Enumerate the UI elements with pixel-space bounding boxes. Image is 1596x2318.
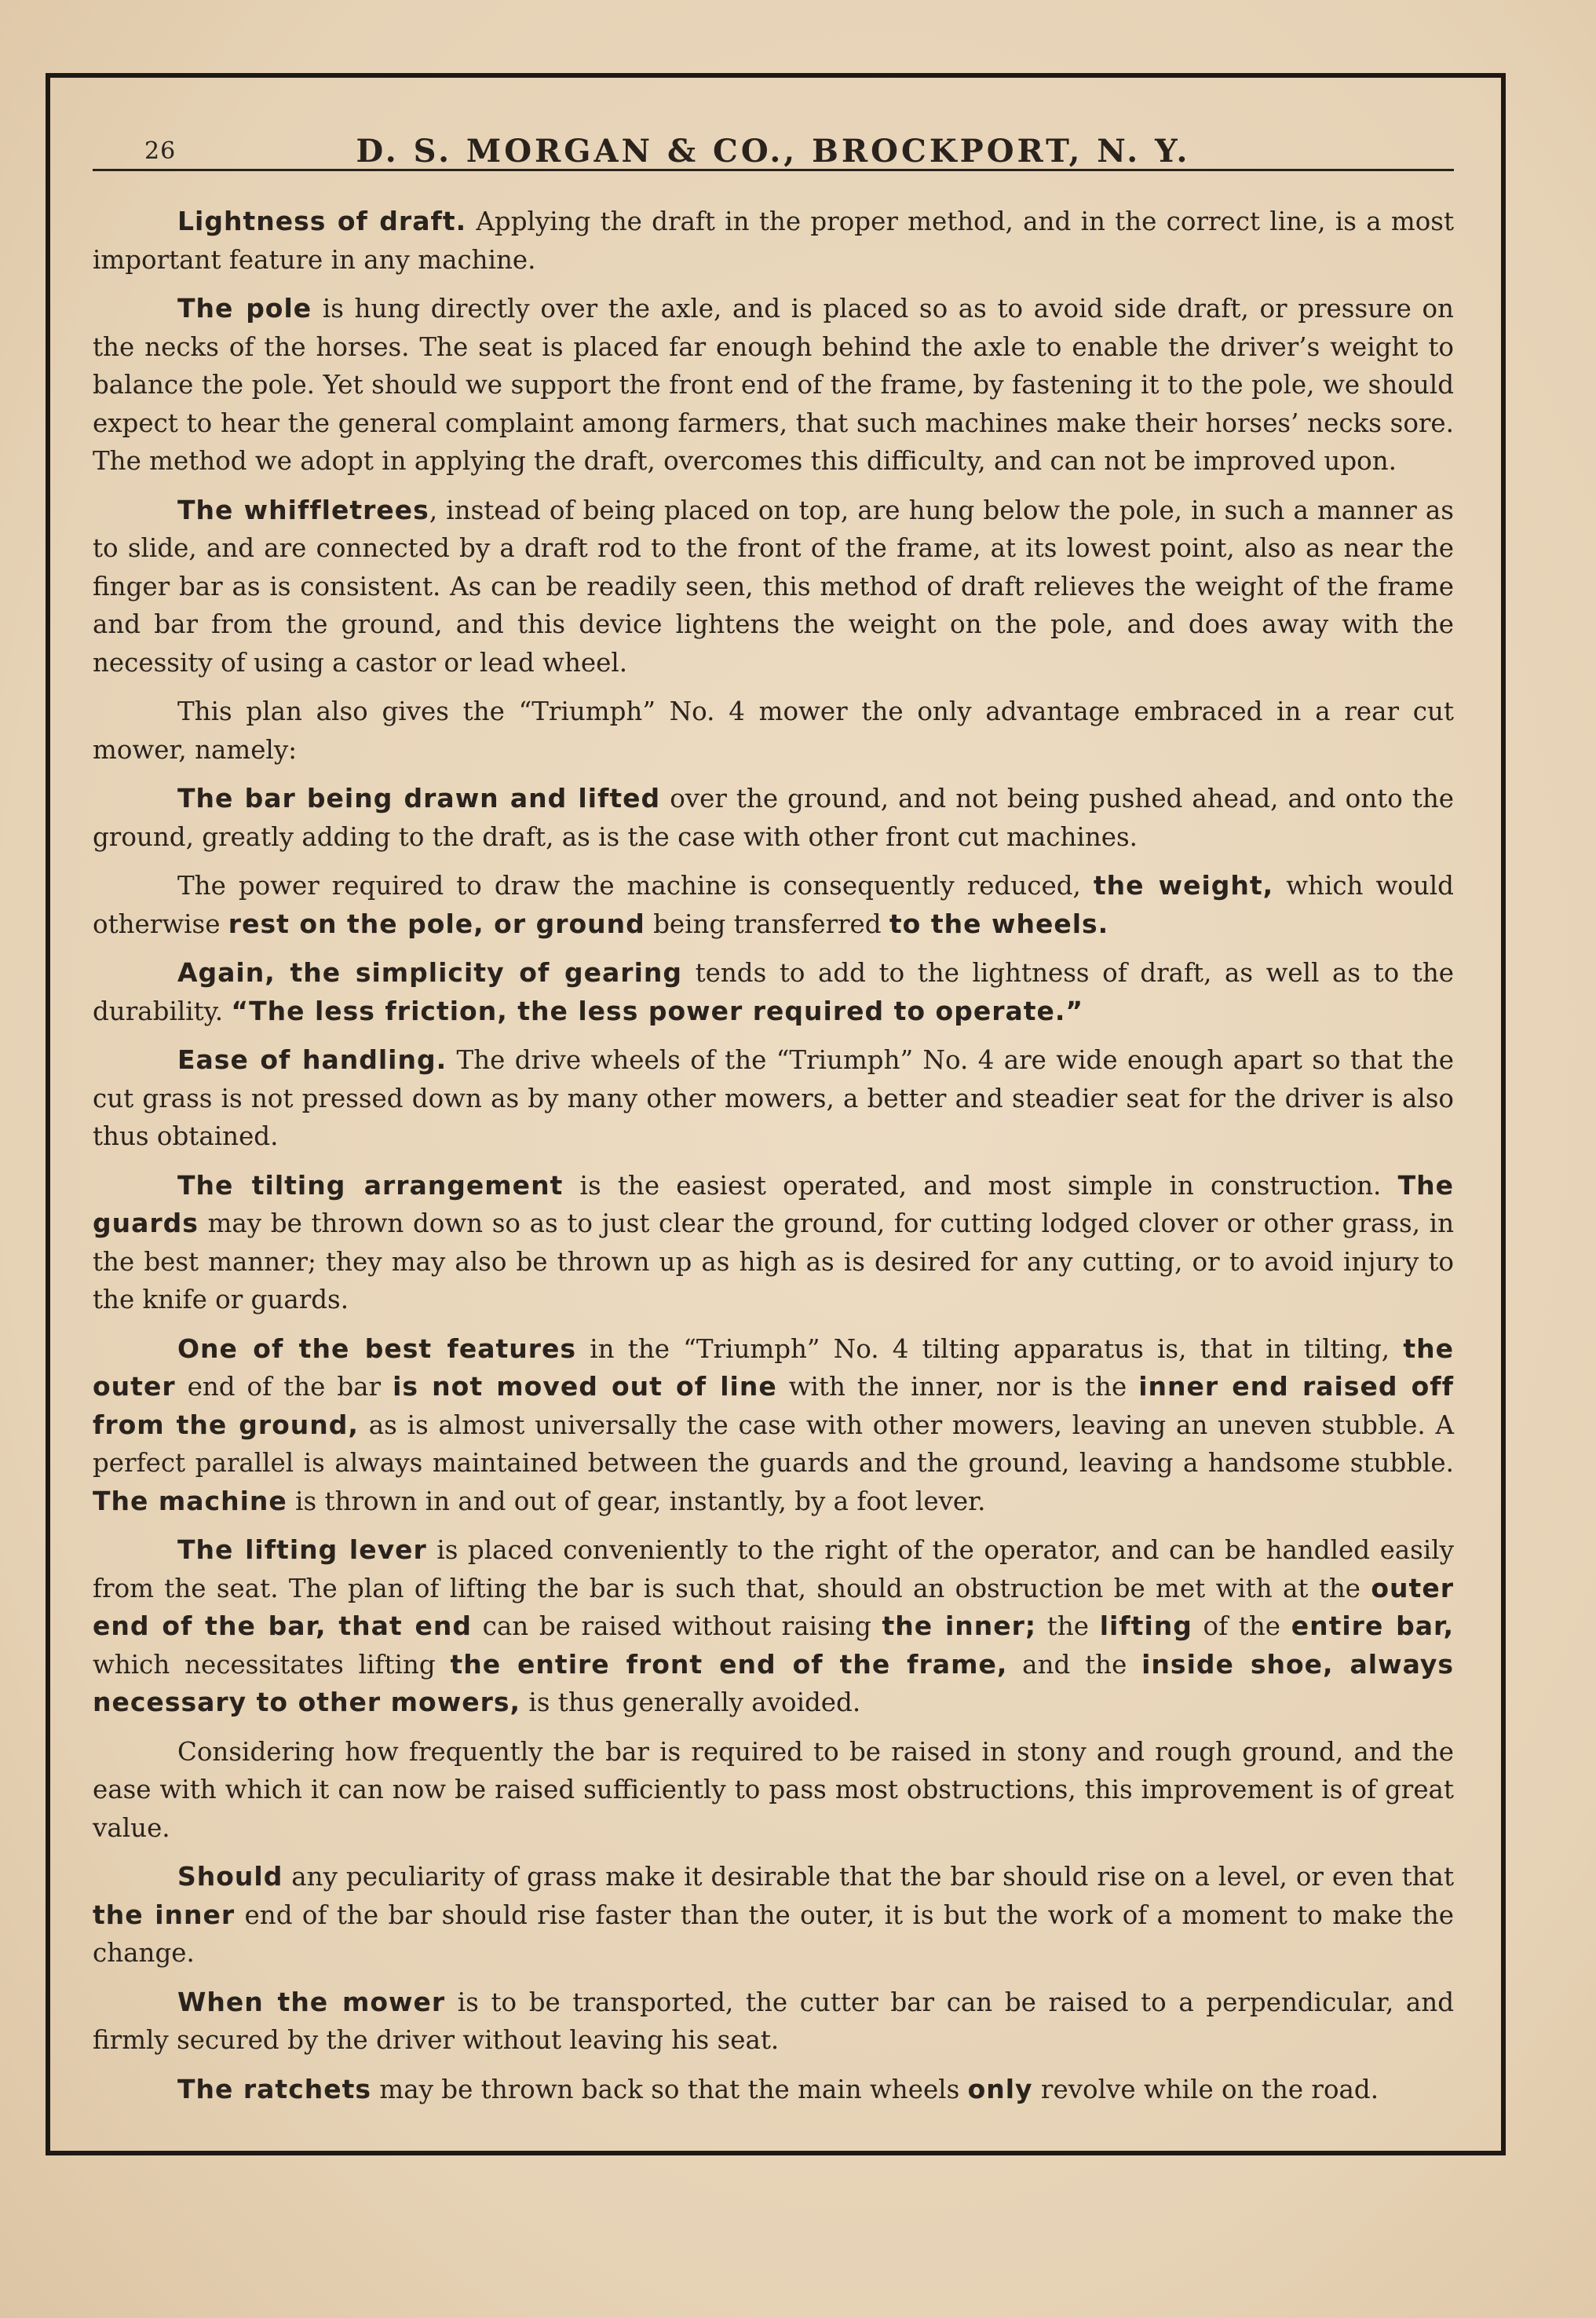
text-run: being transferred — [645, 909, 889, 939]
paragraph — [93, 1041, 1454, 1156]
text-run: is thus generally avoided. — [520, 1687, 861, 1717]
paragraph — [93, 492, 1454, 682]
paragraph — [93, 693, 1454, 769]
bold-phrase: the inner; — [882, 1611, 1037, 1641]
text-run: with the inner, nor is the — [776, 1372, 1139, 1402]
paragraph — [93, 1983, 1454, 2060]
text-run: is placed conveniently to the right of the operator, and can be handled easily from the seat. The plan of lifting the bar is such that, should an obstruction be met with at the — [93, 1535, 1455, 1603]
bold-phrase: is not moved out of line — [393, 1371, 777, 1402]
paragraph — [93, 780, 1454, 856]
paragraph — [93, 1858, 1454, 1972]
text-run: tends to add to the lightness of draft, as well as to the durability. — [93, 958, 1454, 1026]
text-run: end of the bar — [175, 1372, 393, 1402]
text-run: of the — [1192, 1611, 1291, 1641]
bold-phrase: the weight, — [1093, 870, 1274, 901]
bold-phrase: the entire front end of the frame, — [450, 1648, 1008, 1680]
paragraph — [93, 867, 1454, 943]
text-run: This plan also gives the “Triumph” No. 4 mower the only advantage embraced in a rear cut mower, namely: — [93, 696, 1454, 765]
bold-phrase: When the mower — [177, 1986, 446, 2017]
bold-phrase: only — [967, 2073, 1033, 2104]
page-number: 26 — [144, 137, 177, 165]
text-run: The drive wheels of the “Triumph” No. 4 are wide enough apart so that the cut grass is not pressed down as by many other mowers, a better and steadier seat for the driver is also thus obtained. — [93, 1045, 1455, 1151]
bold-phrase: entire bar, — [1291, 1611, 1455, 1641]
text-run: may be thrown down so as to just clear the ground, for cutting lodged clover or other grass, in the best manner; they may also be thrown up as high as is desired for any cutting, or to avoid injury to the knife or guards. — [93, 1208, 1454, 1314]
text-run: in the “Triumph” No. 4 tilting apparatus is, that in tilting, — [576, 1333, 1404, 1364]
bold-phrase: The tilting arrangement — [177, 1169, 564, 1201]
bold-phrase: The bar being drawn and lifted — [177, 783, 661, 813]
text-run: as is almost universally the case with other mowers, leaving an uneven stubble. A perfect parallel is always maintained between the guards and the ground, leaving a handsome stubble. — [93, 1409, 1454, 1478]
bold-phrase: Should — [177, 1861, 283, 1892]
text-run: Considering how frequently the bar is required to be raised in stony and rough ground, and the ease with which it can now be raised sufficiently to pass most obstructions, this improvement is of great value. — [93, 1736, 1454, 1843]
page-header — [93, 114, 1454, 171]
paragraph — [93, 290, 1454, 481]
paragraph — [93, 203, 1454, 279]
bold-phrase: The machine — [93, 1485, 287, 1516]
bold-phrase: One of the best features — [177, 1333, 577, 1364]
running-head: D. S. MORGAN & CO., BROCKPORT, N. Y. — [356, 133, 1191, 170]
bold-phrase: lifting — [1099, 1611, 1192, 1641]
paragraph — [93, 1531, 1454, 1722]
paragraph — [93, 1330, 1454, 1521]
bold-phrase: Again, the simplicity of gearing — [177, 957, 683, 988]
text-run: which necessitates lifting — [93, 1649, 451, 1680]
page-border-frame — [46, 73, 1506, 2155]
bold-phrase: “The less friction, the less power required to operate.” — [231, 995, 1084, 1026]
bold-phrase: to the wheels. — [889, 908, 1109, 939]
text-run: end of the bar should rise faster than the outer, it is but the work of a moment to make the change. — [93, 1899, 1454, 1968]
bold-phrase: inner end raised off from the ground, — [93, 1371, 1454, 1440]
body-text — [93, 203, 1454, 2108]
text-run: and the — [1007, 1649, 1142, 1680]
text-run: is hung directly over the axle, and is placed so as to avoid side draft, or pressure on the necks of the horses. The seat is placed far enough behind the axle to enable the driver’s weight to balance the pole. Yet should we support the front end of the frame, by fastening it to the pole, we should expect to hear the general complaint among farmers, that such machines make their horses’ necks sore. The method we adopt in applying the draft, overcomes this difficulty, and can not be improved upon. — [93, 294, 1454, 476]
paragraph — [93, 2071, 1454, 2109]
bold-phrase: outer end of the bar, that end — [93, 1572, 1454, 1641]
text-run: which would otherwise — [93, 871, 1454, 939]
bold-phrase: inside shoe, always necessary to other mowers, — [93, 1648, 1454, 1717]
text-run: is the easiest operated, and most simple in construction. — [563, 1170, 1398, 1201]
bold-phrase: The lifting lever — [177, 1534, 427, 1565]
text-run: is to be transported, the cutter bar can be raised to a perpendicular, and firmly secured by the driver without leaving his seat. — [93, 1987, 1455, 2055]
bold-phrase: rest on the pole, or ground — [228, 908, 645, 939]
text-run: may be thrown back so that the main wheels — [371, 2074, 968, 2104]
text-run: can be raised without raising — [471, 1611, 882, 1641]
text-run: is thrown in and out of gear, instantly, by a foot lever. — [287, 1486, 986, 1516]
bold-phrase: The pole — [177, 293, 312, 324]
paragraph — [93, 1733, 1454, 1848]
text-run: Applying the draft in the proper method, and in the correct line, is a most important feature in any machine. — [93, 207, 1454, 275]
text-run: The power required to draw the machine is consequently reduced, — [177, 871, 1094, 901]
bold-phrase: The guards — [93, 1169, 1454, 1238]
bold-phrase: the inner — [93, 1899, 236, 1930]
text-run: , instead of being placed on top, are hung below the pole, in such a manner as to slide, and are connected by a draft rod to the front of the frame, at its lowest point, also as near the finger bar as is consistent. As can be readily seen, this method of draft relieves the weight of the frame and bar from the ground, and this device lightens the weight on the pole, and does away with the necessity of using a castor or lead wheel. — [93, 495, 1454, 678]
text-run: over the ground, and not being pushed ahead, and onto the ground, greatly adding to the draft, as is the case with other front cut machines. — [93, 784, 1455, 852]
paragraph — [93, 1167, 1454, 1319]
text-run: the — [1036, 1611, 1100, 1641]
text-run: any peculiarity of grass make it desirable that the bar should rise on a level, or even that — [283, 1862, 1454, 1892]
paragraph — [93, 954, 1454, 1030]
bold-phrase: Ease of handling. — [177, 1044, 447, 1075]
bold-phrase: The whiffletrees — [177, 494, 429, 525]
text-run: revolve while on the road. — [1032, 2074, 1379, 2104]
bold-phrase: Lightness of draft. — [177, 206, 467, 236]
bold-phrase: the outer — [93, 1333, 1455, 1402]
bold-phrase: The ratchets — [177, 2073, 372, 2104]
